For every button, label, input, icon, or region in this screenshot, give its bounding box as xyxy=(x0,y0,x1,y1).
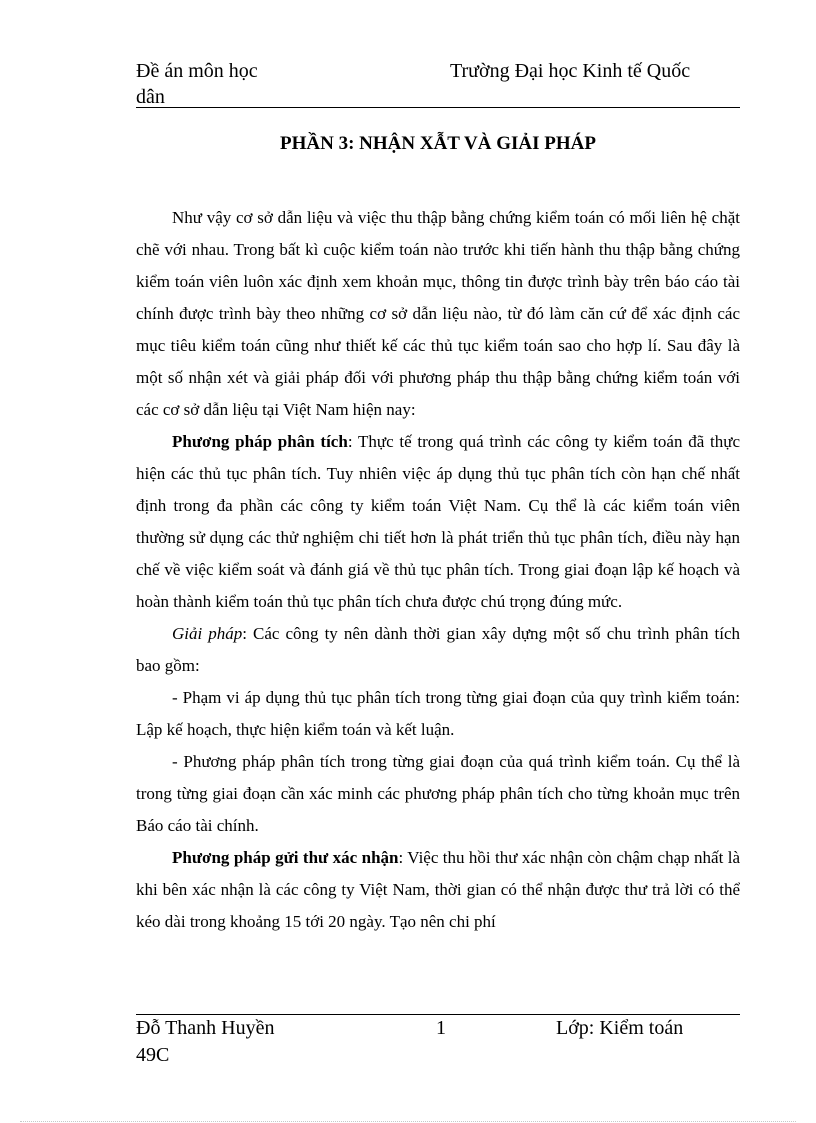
header-left xyxy=(136,58,258,110)
confirmation-text: : Việc thu hồi thư xác nhận còn chậm chạp nhất là khi bên xác nhận là các công ty Việt Nam, thời gian có thể nhận được thư trả lời có thể kéo dài trong khoảng 15 tới 20 ngày. Tạo nên chi phí xyxy=(136,848,740,931)
section-title: PHẦN 3: NHẬN XẪT VÀ GIẢI PHÁP xyxy=(280,133,596,154)
page-number: 1 xyxy=(436,1017,446,1039)
header-right: Trường Đại học Kinh tế Quốc xyxy=(450,60,691,82)
body-text xyxy=(136,202,740,938)
solution-text: : Các công ty nên dành thời gian xây dựng một số chu trình phân tích bao gồm: xyxy=(136,624,740,675)
footer-author: Đỗ Thanh Huyền xyxy=(136,1017,275,1039)
footer-author-class: 49C xyxy=(136,1044,170,1066)
page-bottom-border xyxy=(20,1121,796,1122)
bullet-item-method: - Phương pháp phân tích trong từng giai đoạn của quá trình kiểm toán. Cụ thể là trong từng giai đoạn cần xác minh các phương pháp phân tích cho từng khoản mục trên Báo cáo tài chính. xyxy=(136,752,740,835)
page-footer xyxy=(136,1015,740,1075)
solution-heading: Giải pháp xyxy=(172,624,243,643)
confirmation-heading: Phương pháp gửi thư xác nhận xyxy=(172,848,399,867)
page-header xyxy=(136,58,740,106)
analysis-heading: Phương pháp phân tích xyxy=(172,432,348,451)
paragraph-analysis xyxy=(136,426,740,618)
paragraph-confirmation xyxy=(136,842,740,938)
analysis-text: : Thực tế trong quá trình các công ty kiểm toán đã thực hiện các thủ tục phân tích. Tuy nhiên việc áp dụng thủ tục phân tích còn hạn chế nhất định trong đa phần các công ty kiểm toán Việt Nam. Cụ thể là các kiểm toán viên thường sử dụng các thử nghiệm chi tiết hơn là phát triển thủ tục phân tích, điều này hạn chế về việc kiểm soát và đánh giá về thủ tục phân tích. Trong giai đoạn lập kế hoạch và hoàn thành kiểm toán thủ tục phân tích chưa được chú trọng đúng mức. xyxy=(136,432,740,611)
paragraph-intro: Như vậy cơ sở dẫn liệu và việc thu thập bằng chứng kiểm toán có mối liên hệ chặt chẽ với nhau. Trong bất kì cuộc kiểm toán nào trước khi tiến hành thu thập bằng chứng kiểm toán viên luôn xác định xem khoản mục, thông tin được trình bày trên báo cáo tài chính được trình bày theo những cơ sở dẫn liệu nào, từ đó làm căn cứ để xác định các mục tiêu kiểm toán cũng như thiết kế các thủ tục kiểm toán sao cho hợp lí. Sau đây là một số nhận xét và giải pháp đối với phương pháp thu thập bằng chứng kiểm toán với các cơ sở dẫn liệu tại Việt Nam hiện nay: xyxy=(136,208,740,419)
header-left-line2: dân xyxy=(136,86,165,108)
paragraph-solution xyxy=(136,618,740,682)
header-left-line1: Đề án môn học xyxy=(136,60,258,82)
header-divider xyxy=(136,107,740,108)
bullet-item-scope: - Phạm vi áp dụng thủ tục phân tích trong từng giai đoạn của quy trình kiểm toán: Lập kế hoạch, thực hiện kiểm toán và kết luận. xyxy=(136,688,740,739)
footer-right: Lớp: Kiểm toán xyxy=(556,1017,684,1039)
footer-left xyxy=(136,1015,275,1069)
